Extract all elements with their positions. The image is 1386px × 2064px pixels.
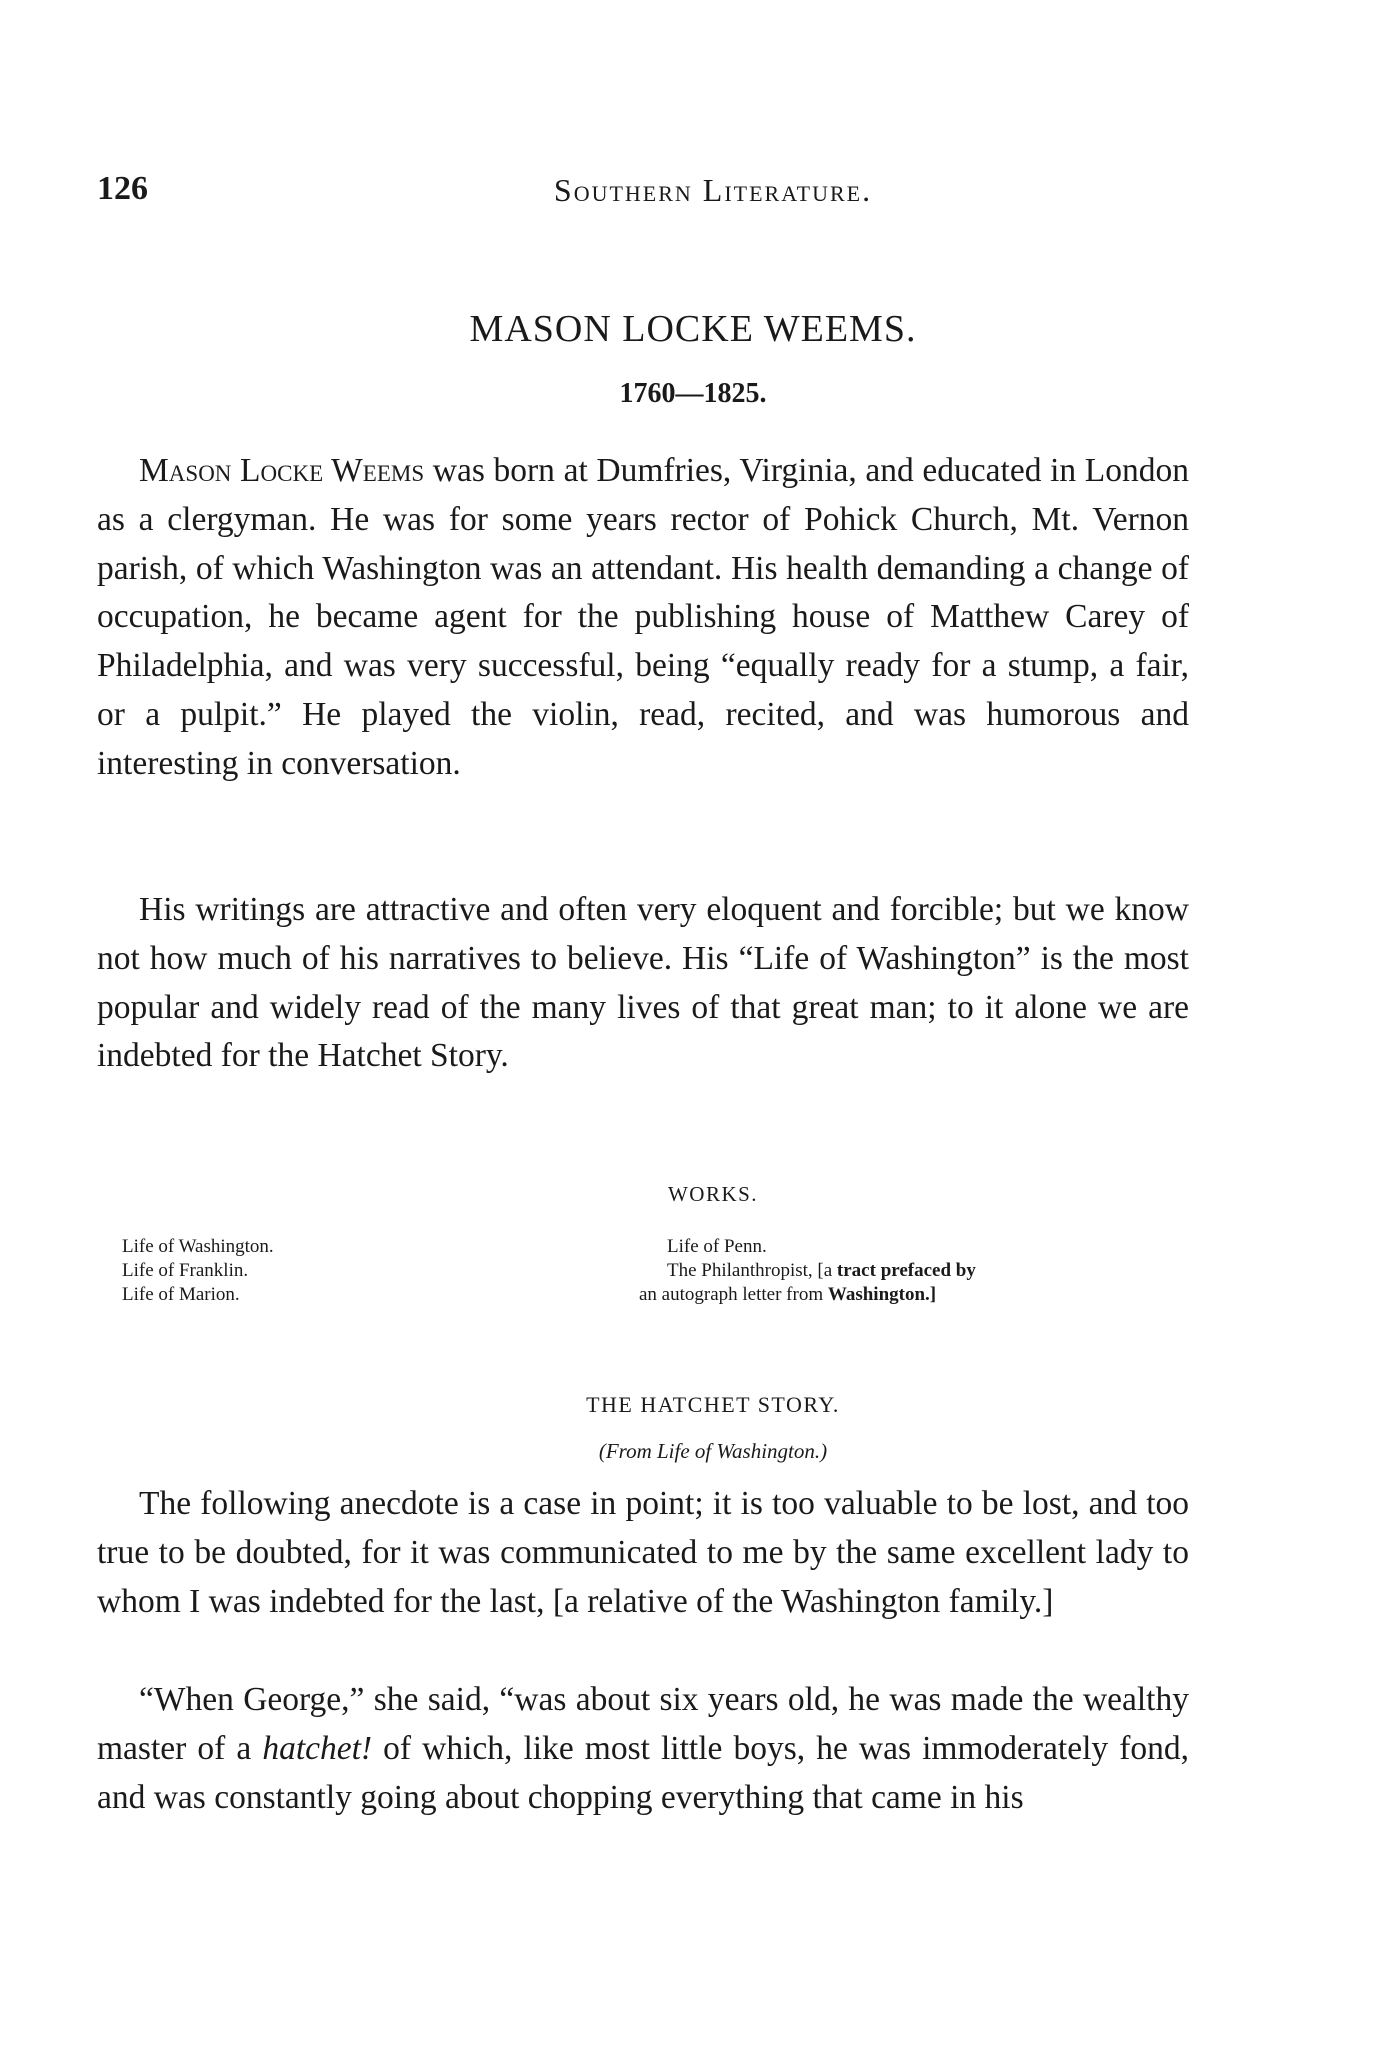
article-dates: 1760—1825.	[619, 378, 767, 409]
work-item: Life of Franklin.	[122, 1260, 249, 1281]
article-title: MASON LOCKE WEEMS.	[469, 308, 917, 350]
anecdote-text: “When George,” she said, “was about six years old, he was made the wealthy master of a	[97, 1681, 1189, 1767]
source-text: From Life of Washington.	[605, 1439, 821, 1463]
biography-paragraph	[97, 447, 1189, 789]
work-item	[667, 1259, 976, 1283]
source-paren-open: (	[598, 1439, 606, 1463]
story-heading: THE HATCHET STORY.	[586, 1392, 840, 1417]
running-header: Southern Literature.	[553, 172, 873, 208]
anecdote-paragraph	[97, 1676, 1189, 1822]
page-number: 126	[97, 170, 148, 207]
works-heading: WORKS.	[667, 1182, 759, 1206]
writings-paragraph: His writings are attractive and often very eloquent and forcible; but we know not how much of his narratives to believe. His “Life of Washington” is the most popular and widely read of the many lives of that great man; to it alone we are indebted for the Hatchet Story.	[97, 891, 1189, 1075]
work-item-text: an autograph letter from	[639, 1284, 828, 1305]
work-item-text: The Philanthropist, [a	[667, 1260, 837, 1281]
works-list-right	[639, 1235, 976, 1307]
source-paren-close: )	[820, 1439, 828, 1463]
work-item: Life of Washington.	[122, 1236, 274, 1257]
work-item-text-bold: tract prefaced by	[836, 1260, 976, 1281]
works-list-left	[122, 1235, 274, 1307]
work-item: Life of Marion.	[122, 1284, 240, 1305]
anecdote-intro-paragraph: The following anecdote is a case in point; it is too valuable to be lost, and too true to be doubted, for it was communicated to me by the same excellent lady to whom I was indebted for the last, [a relative of the Washington family.]	[97, 1485, 1189, 1620]
biography-text: was born at Dumfries, Virginia, and educated in London as a clergyman. He was for some years rector of Pohick Church, Mt. Vernon parish, of which Washington was an attendant. His health demanding a change of occupation, he became agent for the publishing house of Matthew Carey of Philadelphia, and was very successful, being “equally ready for a stump, a fair, or a pulpit.” He played the violin, read, recited, and was humorous and interesting in conversation.	[97, 452, 1190, 782]
anecdote-text-cont: of which, like most little boys, he was immoderately fond, and was constantly going about chopping everything that came in his	[97, 1729, 1189, 1816]
work-item-continuation	[639, 1283, 976, 1307]
work-item-text-bold: Washington.]	[827, 1284, 937, 1305]
author-name: Mason Locke Weems	[139, 452, 425, 489]
story-source	[0, 1441, 1386, 1462]
hatchet-word: hatchet!	[262, 1729, 373, 1767]
work-item: Life of Penn.	[667, 1236, 767, 1257]
